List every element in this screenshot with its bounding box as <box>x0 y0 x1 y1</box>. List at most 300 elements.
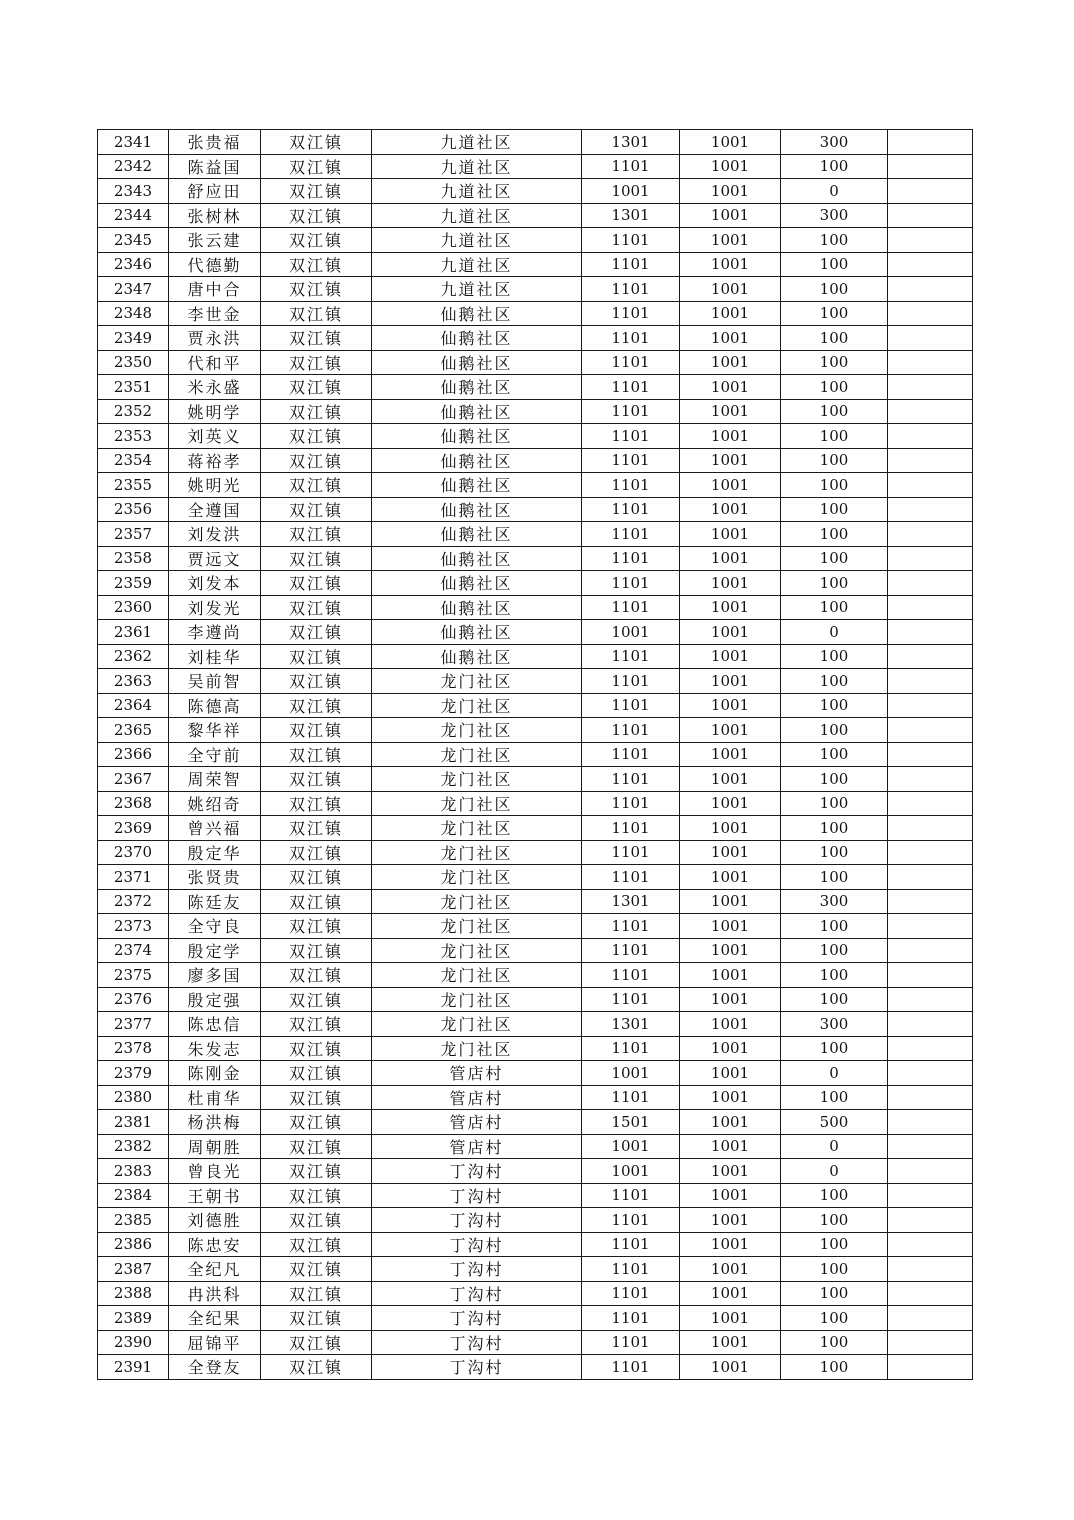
amount-cell: 100 <box>781 448 888 473</box>
row-number-cell: 2345 <box>98 228 169 253</box>
town-cell: 双江镇 <box>261 252 372 277</box>
note-cell <box>888 1134 973 1159</box>
town-cell: 双江镇 <box>261 865 372 890</box>
village-cell: 仙鹅社区 <box>372 546 582 571</box>
row-number-cell: 2367 <box>98 767 169 792</box>
table-row <box>98 865 973 890</box>
row-number-cell: 2355 <box>98 473 169 498</box>
code-b-cell: 1001 <box>680 791 781 816</box>
row-number-cell: 2378 <box>98 1036 169 1061</box>
row-number-cell: 2385 <box>98 1208 169 1233</box>
amount-cell: 0 <box>781 1061 888 1086</box>
name-cell: 杜甫华 <box>169 1085 261 1110</box>
name-cell: 刘发本 <box>169 571 261 596</box>
name-cell: 姚绍奇 <box>169 791 261 816</box>
code-a-cell: 1101 <box>582 938 680 963</box>
code-b-cell: 1001 <box>680 448 781 473</box>
town-cell: 双江镇 <box>261 326 372 351</box>
village-cell: 丁沟村 <box>372 1257 582 1282</box>
row-number-cell: 2380 <box>98 1085 169 1110</box>
town-cell: 双江镇 <box>261 154 372 179</box>
row-number-cell: 2362 <box>98 644 169 669</box>
note-cell <box>888 130 973 155</box>
name-cell: 张贵福 <box>169 130 261 155</box>
town-cell: 双江镇 <box>261 1208 372 1233</box>
village-cell: 仙鹅社区 <box>372 399 582 424</box>
village-cell: 九道社区 <box>372 252 582 277</box>
amount-cell: 100 <box>781 1355 888 1380</box>
note-cell <box>888 595 973 620</box>
town-cell: 双江镇 <box>261 130 372 155</box>
town-cell: 双江镇 <box>261 1110 372 1135</box>
note-cell <box>888 693 973 718</box>
village-cell: 丁沟村 <box>372 1281 582 1306</box>
note-cell <box>888 791 973 816</box>
village-cell: 龙门社区 <box>372 791 582 816</box>
note-cell <box>888 1355 973 1380</box>
code-b-cell: 1001 <box>680 889 781 914</box>
amount-cell: 100 <box>781 571 888 596</box>
row-number-cell: 2381 <box>98 1110 169 1135</box>
table-row <box>98 644 973 669</box>
amount-cell: 100 <box>781 228 888 253</box>
village-cell: 仙鹅社区 <box>372 497 582 522</box>
code-b-cell: 1001 <box>680 1061 781 1086</box>
code-a-cell: 1101 <box>582 742 680 767</box>
amount-cell: 100 <box>781 399 888 424</box>
table-row <box>98 571 973 596</box>
amount-cell: 100 <box>781 791 888 816</box>
row-number-cell: 2376 <box>98 987 169 1012</box>
row-number-cell: 2374 <box>98 938 169 963</box>
table-row <box>98 1110 973 1135</box>
name-cell: 蒋裕孝 <box>169 448 261 473</box>
name-cell: 全纪凡 <box>169 1257 261 1282</box>
code-b-cell: 1001 <box>680 840 781 865</box>
code-a-cell: 1101 <box>582 1330 680 1355</box>
row-number-cell: 2365 <box>98 718 169 743</box>
row-number-cell: 2391 <box>98 1355 169 1380</box>
row-number-cell: 2341 <box>98 130 169 155</box>
amount-cell: 100 <box>781 473 888 498</box>
table-row <box>98 399 973 424</box>
town-cell: 双江镇 <box>261 1281 372 1306</box>
village-cell: 仙鹅社区 <box>372 595 582 620</box>
table-row <box>98 840 973 865</box>
note-cell <box>888 277 973 302</box>
name-cell: 贾永洪 <box>169 326 261 351</box>
row-number-cell: 2351 <box>98 375 169 400</box>
code-b-cell: 1001 <box>680 326 781 351</box>
code-b-cell: 1001 <box>680 693 781 718</box>
name-cell: 张贤贵 <box>169 865 261 890</box>
row-number-cell: 2366 <box>98 742 169 767</box>
code-b-cell: 1001 <box>680 1085 781 1110</box>
note-cell <box>888 644 973 669</box>
name-cell: 廖多国 <box>169 963 261 988</box>
note-cell <box>888 718 973 743</box>
code-a-cell: 1101 <box>582 277 680 302</box>
amount-cell: 100 <box>781 742 888 767</box>
name-cell: 黎华祥 <box>169 718 261 743</box>
town-cell: 双江镇 <box>261 644 372 669</box>
village-cell: 丁沟村 <box>372 1306 582 1331</box>
code-b-cell: 1001 <box>680 1012 781 1037</box>
code-a-cell: 1101 <box>582 1208 680 1233</box>
table-row <box>98 1036 973 1061</box>
note-cell <box>888 1208 973 1233</box>
town-cell: 双江镇 <box>261 1257 372 1282</box>
village-cell: 丁沟村 <box>372 1183 582 1208</box>
note-cell <box>888 865 973 890</box>
village-cell: 管店村 <box>372 1110 582 1135</box>
code-b-cell: 1001 <box>680 399 781 424</box>
code-b-cell: 1001 <box>680 1257 781 1282</box>
note-cell <box>888 1110 973 1135</box>
amount-cell: 100 <box>781 1281 888 1306</box>
amount-cell: 100 <box>781 595 888 620</box>
code-a-cell: 1101 <box>582 326 680 351</box>
note-cell <box>888 546 973 571</box>
row-number-cell: 2344 <box>98 203 169 228</box>
town-cell: 双江镇 <box>261 448 372 473</box>
name-cell: 周荣智 <box>169 767 261 792</box>
code-a-cell: 1101 <box>582 424 680 449</box>
table-row <box>98 1208 973 1233</box>
name-cell: 陈廷友 <box>169 889 261 914</box>
town-cell: 双江镇 <box>261 399 372 424</box>
name-cell: 姚明光 <box>169 473 261 498</box>
note-cell <box>888 1306 973 1331</box>
town-cell: 双江镇 <box>261 1036 372 1061</box>
amount-cell: 100 <box>781 350 888 375</box>
table-row <box>98 522 973 547</box>
code-b-cell: 1001 <box>680 154 781 179</box>
village-cell: 仙鹅社区 <box>372 571 582 596</box>
code-a-cell: 1101 <box>582 718 680 743</box>
town-cell: 双江镇 <box>261 987 372 1012</box>
note-cell <box>888 326 973 351</box>
table-row <box>98 179 973 204</box>
code-b-cell: 1001 <box>680 620 781 645</box>
row-number-cell: 2382 <box>98 1134 169 1159</box>
note-cell <box>888 1330 973 1355</box>
town-cell: 双江镇 <box>261 914 372 939</box>
code-b-cell: 1001 <box>680 669 781 694</box>
name-cell: 刘发光 <box>169 595 261 620</box>
code-a-cell: 1101 <box>582 816 680 841</box>
table-row <box>98 1134 973 1159</box>
town-cell: 双江镇 <box>261 179 372 204</box>
table-row <box>98 914 973 939</box>
amount-cell: 500 <box>781 1110 888 1135</box>
table-row <box>98 448 973 473</box>
note-cell <box>888 742 973 767</box>
note-cell <box>888 1183 973 1208</box>
note-cell <box>888 228 973 253</box>
name-cell: 殷定华 <box>169 840 261 865</box>
code-a-cell: 1101 <box>582 644 680 669</box>
name-cell: 贾远文 <box>169 546 261 571</box>
code-a-cell: 1301 <box>582 1012 680 1037</box>
name-cell: 曾兴福 <box>169 816 261 841</box>
note-cell <box>888 889 973 914</box>
code-a-cell: 1501 <box>582 1110 680 1135</box>
code-a-cell: 1101 <box>582 571 680 596</box>
code-a-cell: 1101 <box>582 1085 680 1110</box>
amount-cell: 0 <box>781 1134 888 1159</box>
town-cell: 双江镇 <box>261 571 372 596</box>
code-b-cell: 1001 <box>680 424 781 449</box>
code-a-cell: 1101 <box>582 987 680 1012</box>
code-a-cell: 1101 <box>582 1183 680 1208</box>
town-cell: 双江镇 <box>261 473 372 498</box>
table-row <box>98 1355 973 1380</box>
name-cell: 屈锦平 <box>169 1330 261 1355</box>
row-number-cell: 2361 <box>98 620 169 645</box>
note-cell <box>888 1257 973 1282</box>
town-cell: 双江镇 <box>261 767 372 792</box>
name-cell: 陈德高 <box>169 693 261 718</box>
town-cell: 双江镇 <box>261 1183 372 1208</box>
amount-cell: 100 <box>781 1257 888 1282</box>
amount-cell: 100 <box>781 767 888 792</box>
code-b-cell: 1001 <box>680 1355 781 1380</box>
village-cell: 龙门社区 <box>372 889 582 914</box>
amount-cell: 100 <box>781 1208 888 1233</box>
town-cell: 双江镇 <box>261 840 372 865</box>
code-a-cell: 1101 <box>582 693 680 718</box>
note-cell <box>888 424 973 449</box>
code-b-cell: 1001 <box>680 571 781 596</box>
town-cell: 双江镇 <box>261 1085 372 1110</box>
note-cell <box>888 767 973 792</box>
code-a-cell: 1001 <box>582 1134 680 1159</box>
table-row <box>98 546 973 571</box>
table-row <box>98 326 973 351</box>
table-row <box>98 375 973 400</box>
row-number-cell: 2342 <box>98 154 169 179</box>
table-row <box>98 1159 973 1184</box>
table-row <box>98 301 973 326</box>
village-cell: 龙门社区 <box>372 938 582 963</box>
village-cell: 龙门社区 <box>372 865 582 890</box>
town-cell: 双江镇 <box>261 889 372 914</box>
amount-cell: 0 <box>781 620 888 645</box>
village-cell: 管店村 <box>372 1134 582 1159</box>
note-cell <box>888 399 973 424</box>
row-number-cell: 2371 <box>98 865 169 890</box>
amount-cell: 100 <box>781 546 888 571</box>
village-cell: 九道社区 <box>372 179 582 204</box>
village-cell: 丁沟村 <box>372 1232 582 1257</box>
town-cell: 双江镇 <box>261 1012 372 1037</box>
note-cell <box>888 987 973 1012</box>
note-cell <box>888 154 973 179</box>
amount-cell: 100 <box>781 301 888 326</box>
code-a-cell: 1101 <box>582 154 680 179</box>
name-cell: 殷定学 <box>169 938 261 963</box>
amount-cell: 100 <box>781 154 888 179</box>
table-row <box>98 816 973 841</box>
table-row <box>98 497 973 522</box>
amount-cell: 100 <box>781 1183 888 1208</box>
code-b-cell: 1001 <box>680 252 781 277</box>
name-cell: 杨洪梅 <box>169 1110 261 1135</box>
table-row <box>98 718 973 743</box>
code-b-cell: 1001 <box>680 1110 781 1135</box>
code-b-cell: 1001 <box>680 1159 781 1184</box>
note-cell <box>888 938 973 963</box>
note-cell <box>888 203 973 228</box>
code-b-cell: 1001 <box>680 546 781 571</box>
village-cell: 仙鹅社区 <box>372 448 582 473</box>
note-cell <box>888 301 973 326</box>
town-cell: 双江镇 <box>261 1159 372 1184</box>
code-a-cell: 1101 <box>582 1355 680 1380</box>
code-a-cell: 1101 <box>582 1306 680 1331</box>
amount-cell: 100 <box>781 1330 888 1355</box>
village-cell: 仙鹅社区 <box>372 473 582 498</box>
code-a-cell: 1101 <box>582 228 680 253</box>
village-cell: 管店村 <box>372 1085 582 1110</box>
name-cell: 米永盛 <box>169 375 261 400</box>
table-row <box>98 742 973 767</box>
town-cell: 双江镇 <box>261 301 372 326</box>
table-row <box>98 1306 973 1331</box>
town-cell: 双江镇 <box>261 693 372 718</box>
village-cell: 龙门社区 <box>372 1012 582 1037</box>
table-row <box>98 889 973 914</box>
row-number-cell: 2359 <box>98 571 169 596</box>
code-a-cell: 1101 <box>582 448 680 473</box>
note-cell <box>888 522 973 547</box>
code-a-cell: 1301 <box>582 203 680 228</box>
table-row <box>98 791 973 816</box>
row-number-cell: 2390 <box>98 1330 169 1355</box>
town-cell: 双江镇 <box>261 963 372 988</box>
code-a-cell: 1001 <box>582 179 680 204</box>
code-b-cell: 1001 <box>680 1134 781 1159</box>
amount-cell: 0 <box>781 179 888 204</box>
name-cell: 陈忠安 <box>169 1232 261 1257</box>
table-row <box>98 424 973 449</box>
village-cell: 九道社区 <box>372 154 582 179</box>
code-b-cell: 1001 <box>680 718 781 743</box>
code-b-cell: 1001 <box>680 522 781 547</box>
village-cell: 龙门社区 <box>372 816 582 841</box>
table-row <box>98 277 973 302</box>
note-cell <box>888 1281 973 1306</box>
table-row <box>98 1257 973 1282</box>
note-cell <box>888 1012 973 1037</box>
row-number-cell: 2346 <box>98 252 169 277</box>
code-b-cell: 1001 <box>680 179 781 204</box>
village-cell: 仙鹅社区 <box>372 424 582 449</box>
town-cell: 双江镇 <box>261 424 372 449</box>
village-cell: 九道社区 <box>372 203 582 228</box>
village-cell: 龙门社区 <box>372 963 582 988</box>
row-number-cell: 2384 <box>98 1183 169 1208</box>
note-cell <box>888 571 973 596</box>
code-a-cell: 1101 <box>582 1232 680 1257</box>
code-b-cell: 1001 <box>680 375 781 400</box>
amount-cell: 100 <box>781 914 888 939</box>
name-cell: 舒应田 <box>169 179 261 204</box>
code-b-cell: 1001 <box>680 914 781 939</box>
amount-cell: 100 <box>781 693 888 718</box>
town-cell: 双江镇 <box>261 1330 372 1355</box>
code-a-cell: 1101 <box>582 840 680 865</box>
row-number-cell: 2377 <box>98 1012 169 1037</box>
town-cell: 双江镇 <box>261 1061 372 1086</box>
note-cell <box>888 473 973 498</box>
town-cell: 双江镇 <box>261 669 372 694</box>
name-cell: 张树林 <box>169 203 261 228</box>
amount-cell: 100 <box>781 669 888 694</box>
village-cell: 丁沟村 <box>372 1159 582 1184</box>
name-cell: 吴前智 <box>169 669 261 694</box>
row-number-cell: 2368 <box>98 791 169 816</box>
code-b-cell: 1001 <box>680 938 781 963</box>
code-b-cell: 1001 <box>680 865 781 890</box>
name-cell: 陈刚金 <box>169 1061 261 1086</box>
amount-cell: 300 <box>781 130 888 155</box>
code-b-cell: 1001 <box>680 497 781 522</box>
code-b-cell: 1001 <box>680 473 781 498</box>
table-row <box>98 154 973 179</box>
note-cell <box>888 350 973 375</box>
name-cell: 李世金 <box>169 301 261 326</box>
code-b-cell: 1001 <box>680 595 781 620</box>
note-cell <box>888 840 973 865</box>
amount-cell: 100 <box>781 816 888 841</box>
town-cell: 双江镇 <box>261 1355 372 1380</box>
name-cell: 殷定强 <box>169 987 261 1012</box>
village-cell: 龙门社区 <box>372 1036 582 1061</box>
amount-cell: 100 <box>781 644 888 669</box>
code-a-cell: 1101 <box>582 399 680 424</box>
row-number-cell: 2356 <box>98 497 169 522</box>
subsidy-table <box>97 129 973 1380</box>
name-cell: 朱发志 <box>169 1036 261 1061</box>
code-a-cell: 1101 <box>582 546 680 571</box>
amount-cell: 100 <box>781 497 888 522</box>
village-cell: 丁沟村 <box>372 1208 582 1233</box>
code-a-cell: 1101 <box>582 301 680 326</box>
row-number-cell: 2389 <box>98 1306 169 1331</box>
row-number-cell: 2370 <box>98 840 169 865</box>
code-b-cell: 1001 <box>680 301 781 326</box>
village-cell: 仙鹅社区 <box>372 326 582 351</box>
town-cell: 双江镇 <box>261 203 372 228</box>
town-cell: 双江镇 <box>261 595 372 620</box>
code-a-cell: 1101 <box>582 1036 680 1061</box>
amount-cell: 100 <box>781 326 888 351</box>
code-b-cell: 1001 <box>680 130 781 155</box>
code-b-cell: 1001 <box>680 203 781 228</box>
code-a-cell: 1101 <box>582 669 680 694</box>
village-cell: 龙门社区 <box>372 987 582 1012</box>
code-b-cell: 1001 <box>680 963 781 988</box>
town-cell: 双江镇 <box>261 350 372 375</box>
table-row <box>98 1012 973 1037</box>
code-a-cell: 1301 <box>582 130 680 155</box>
row-number-cell: 2373 <box>98 914 169 939</box>
town-cell: 双江镇 <box>261 938 372 963</box>
village-cell: 仙鹅社区 <box>372 301 582 326</box>
village-cell: 丁沟村 <box>372 1355 582 1380</box>
